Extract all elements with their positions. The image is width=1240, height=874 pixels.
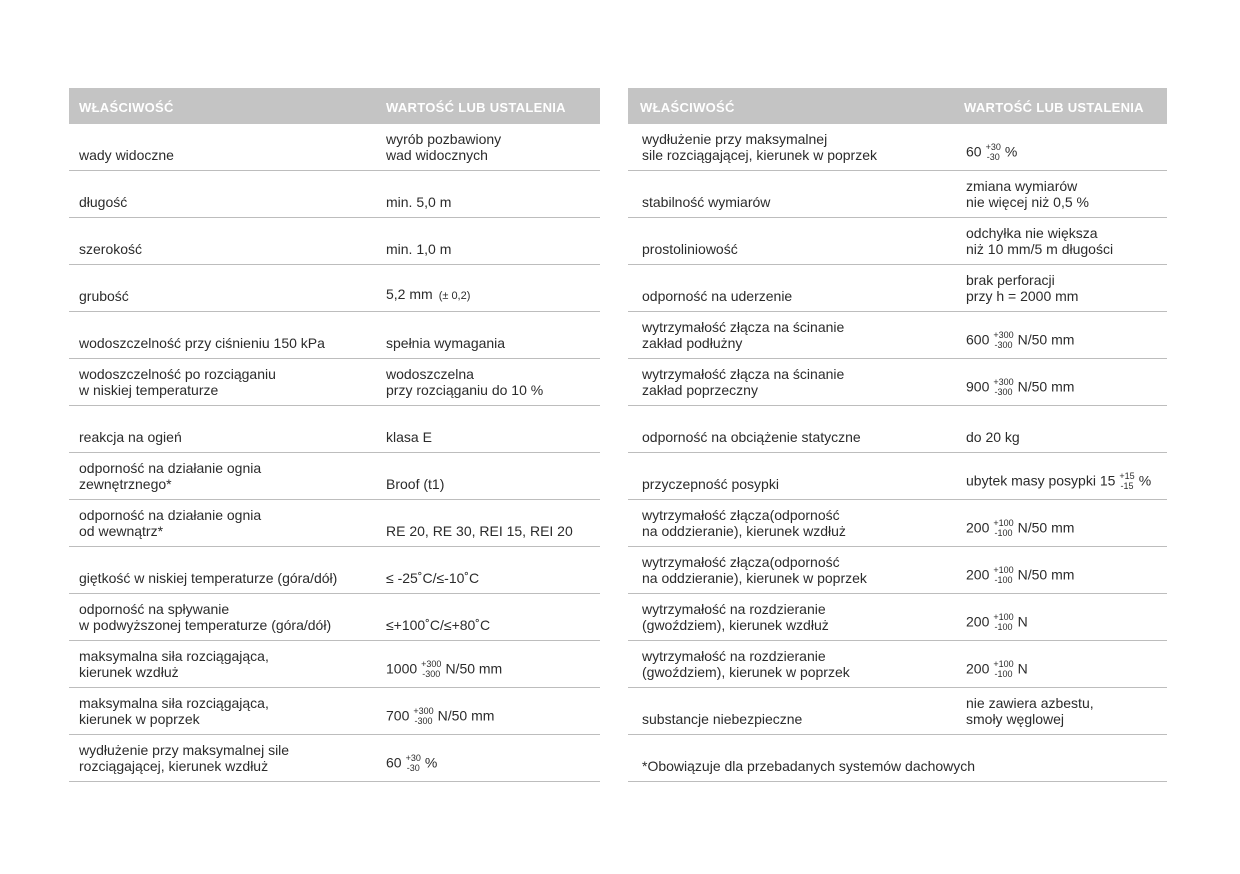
value-cell (966, 660, 1028, 680)
value-text: Broof (t1) (386, 476, 445, 492)
value-cell (386, 476, 444, 492)
property-line: wytrzymałość złącza(odporność (642, 554, 840, 570)
value-text: klasa E (386, 429, 432, 445)
value-line (386, 241, 451, 257)
property-cell (642, 194, 770, 210)
value-cell (386, 754, 437, 774)
value-cell (386, 131, 501, 163)
value-cell (966, 378, 1074, 398)
table-row (69, 359, 600, 406)
value-line (386, 147, 501, 163)
value-cell (966, 519, 1074, 539)
property-line: wydłużenie przy maksymalnej sile (79, 742, 290, 758)
table-row (628, 500, 1167, 547)
tolerance (406, 753, 421, 773)
value-text: 60 (966, 143, 982, 160)
value-text: przy h = 2000 mm (966, 288, 1079, 304)
footnote: *Obowiązuje dla przebadanych systemów dachowych (642, 758, 976, 774)
property-line: wodoszczelność przy ciśnieniu 150 kPa (79, 335, 325, 351)
right-properties-table (628, 88, 1167, 782)
property-line: na oddzieranie), kierunek wzdłuż (642, 523, 846, 539)
value-line (966, 331, 1074, 351)
property-cell (79, 601, 331, 633)
value-line (966, 429, 1020, 445)
table-row (69, 641, 600, 688)
property-cell (79, 429, 182, 445)
header-property: WŁAŚCIWOŚĆ (79, 100, 174, 115)
left-properties-table (69, 88, 600, 782)
header-value: WARTOŚĆ LUB USTALENIA (964, 100, 1144, 115)
property-cell (642, 429, 861, 445)
value-line (966, 660, 1028, 680)
table-row (69, 735, 600, 782)
property-cell (642, 601, 829, 633)
property-line: kierunek w poprzek (79, 711, 200, 727)
value-line (386, 286, 470, 304)
property-line: stabilność wymiarów (642, 194, 771, 210)
value-line (386, 382, 543, 398)
property-line: wydłużenie przy maksymalnej (642, 131, 828, 147)
tolerance-plus: +100 (993, 659, 1014, 669)
tolerance-minus: -300 (414, 716, 433, 726)
property-cell (79, 335, 325, 351)
tolerance-plus: +100 (993, 565, 1014, 575)
tolerance-plus: +300 (413, 706, 434, 716)
value-line (966, 241, 1113, 257)
value-line (966, 519, 1074, 539)
property-line: od wewnątrz* (79, 523, 164, 539)
value-cell (386, 523, 573, 539)
tolerance-minus: -30 (986, 152, 1000, 162)
table-row (69, 218, 600, 265)
unit: N (1017, 660, 1028, 677)
value-text: przy rozciąganiu do 10 % (386, 382, 544, 398)
table-row (628, 406, 1167, 453)
property-line: zakład podłużny (642, 335, 743, 351)
value-text: wyrób pozbawiony (386, 131, 502, 147)
property-line: reakcja na ogień (79, 429, 182, 445)
property-line: (gwoździem), kierunek wzdłuż (642, 617, 829, 633)
property-line: wytrzymałość złącza na ścinanie (642, 319, 845, 335)
unit: % (424, 754, 438, 771)
property-cell (79, 241, 142, 257)
value-line (386, 570, 479, 586)
value-text: 200 (966, 519, 990, 536)
table-row (628, 265, 1167, 312)
unit: % (1004, 143, 1018, 160)
value-text: 200 (966, 613, 990, 630)
property-line: w podwyższonej temperaturze (góra/dół) (79, 617, 332, 633)
value-cell (386, 660, 502, 680)
value-cell (966, 143, 1017, 163)
table-row (69, 171, 600, 218)
property-line: kierunek wzdłuż (79, 664, 179, 680)
property-line: wytrzymałość złącza na ścinanie (642, 366, 845, 382)
value-cell (386, 707, 494, 727)
value-line (386, 660, 502, 680)
value-line (386, 131, 501, 147)
unit: % (1138, 472, 1152, 489)
value-line (386, 194, 451, 210)
table-row (628, 218, 1167, 265)
property-cell (79, 648, 269, 680)
value-text: nie więcej niż 0,5 % (966, 194, 1089, 210)
tolerance-plus: +30 (985, 142, 1001, 152)
value-text: nie zawiera azbestu, (966, 695, 1094, 711)
property-cell (642, 366, 844, 398)
tolerance (986, 142, 1001, 162)
value-cell (386, 570, 479, 586)
value-line (966, 143, 1017, 163)
property-line: wytrzymałość na rozdzieranie (642, 648, 826, 664)
property-cell (642, 711, 802, 727)
table-row (69, 453, 600, 500)
table-row (69, 124, 600, 171)
unit: N (1017, 613, 1028, 630)
unit: N/50 mm (1017, 331, 1075, 348)
property-line: sile rozciągającej, kierunek w poprzek (642, 147, 877, 163)
property-cell (79, 460, 261, 492)
tolerance-minus: -300 (994, 340, 1013, 350)
tolerance-minus: -300 (422, 669, 441, 679)
property-cell (79, 695, 269, 727)
tolerance-minus: -30 (406, 763, 420, 773)
unit: N/50 mm (1017, 566, 1075, 583)
value-text: brak perforacji (966, 272, 1055, 288)
tolerance-minus: -15 (1120, 481, 1134, 491)
value-text: smoły węglowej (966, 711, 1065, 727)
table-row (69, 594, 600, 641)
value-cell (966, 429, 1020, 445)
value-cell (386, 335, 505, 351)
value-text: 60 (386, 754, 402, 771)
table-row (628, 594, 1167, 641)
property-line: długość (79, 194, 128, 210)
value-cell (386, 194, 451, 210)
property-cell (79, 507, 261, 539)
tolerance (993, 659, 1013, 679)
table-row (628, 359, 1167, 406)
table-header (628, 88, 1167, 124)
property-cell (79, 194, 127, 210)
table-row (628, 124, 1167, 171)
value-cell (966, 613, 1028, 633)
table-row (628, 171, 1167, 218)
table-row (69, 500, 600, 547)
value-line (966, 695, 1094, 711)
property-cell (79, 570, 337, 586)
property-line: giętkość w niskiej temperaturze (góra/dół) (79, 570, 338, 586)
table-header (69, 88, 600, 124)
property-line: maksymalna siła rozciągająca, (79, 695, 269, 711)
tolerance-plus: +30 (405, 753, 421, 763)
value-line (966, 378, 1074, 398)
unit: N/50 mm (1017, 519, 1075, 536)
table-row (69, 688, 600, 735)
tolerance (993, 565, 1013, 585)
property-cell (79, 147, 174, 163)
tolerance (993, 377, 1013, 397)
table-row (69, 547, 600, 594)
tolerance-plus: +300 (993, 377, 1014, 387)
value-cell (966, 695, 1094, 727)
value-cell (966, 472, 1151, 492)
property-line: odporność na uderzenie (642, 288, 793, 304)
value-text: odchyłka nie większa (966, 225, 1098, 241)
tolerance-note: (± 0,2) (438, 290, 471, 302)
property-cell (642, 554, 867, 586)
tolerance (993, 612, 1013, 632)
property-line: rozciągającej, kierunek wzdłuż (79, 758, 269, 774)
property-cell (642, 648, 850, 680)
value-line (386, 754, 437, 774)
value-cell (966, 272, 1078, 304)
value-line (966, 613, 1028, 633)
property-line: na oddzieranie), kierunek w poprzek (642, 570, 867, 586)
value-text: ubytek masy posypki 15 (966, 472, 1116, 489)
footnote-row (628, 735, 1167, 782)
property-cell (79, 288, 129, 304)
table-row (628, 641, 1167, 688)
property-line: w niskiej temperaturze (79, 382, 219, 398)
property-line: wytrzymałość na rozdzieranie (642, 601, 826, 617)
tolerance-plus: +100 (993, 518, 1014, 528)
value-text: 1000 (386, 660, 418, 677)
table-row (69, 265, 600, 312)
property-line: wytrzymałość złącza(odporność (642, 507, 840, 523)
header-property: WŁAŚCIWOŚĆ (640, 100, 735, 115)
value-text: 700 (386, 707, 410, 724)
value-cell (386, 241, 451, 257)
tolerance-plus: +15 (1119, 471, 1135, 481)
table-row (69, 406, 600, 453)
tolerance (421, 659, 441, 679)
property-line: prostoliniowość (642, 241, 738, 257)
tolerance-minus: -100 (994, 575, 1013, 585)
tolerance-minus: -100 (994, 622, 1013, 632)
property-line: przyczepność posypki (642, 476, 779, 492)
value-text: 5,2 mm (386, 286, 433, 302)
value-cell (386, 366, 543, 398)
tolerance-plus: +300 (421, 659, 442, 669)
property-cell (642, 241, 738, 257)
value-line (386, 617, 490, 633)
property-line: odporność na obciążenie statyczne (642, 429, 861, 445)
value-line (386, 335, 505, 351)
value-line (966, 711, 1094, 727)
value-line (966, 566, 1074, 586)
value-cell (386, 286, 470, 304)
value-cell (966, 331, 1074, 351)
property-line: odporność na działanie ognia (79, 460, 262, 476)
value-line (966, 272, 1078, 288)
value-text: wodoszczelna (386, 366, 474, 382)
tolerance (993, 518, 1013, 538)
unit: N/50 mm (1017, 378, 1075, 395)
value-cell (966, 178, 1089, 210)
value-text: RE 20, RE 30, REI 15, REI 20 (386, 523, 573, 539)
value-line (966, 288, 1078, 304)
value-text: min. 5,0 m (386, 194, 452, 210)
value-cell (386, 617, 490, 633)
value-text: niż 10 mm/5 m długości (966, 241, 1114, 257)
value-text: 600 (966, 331, 990, 348)
property-cell (79, 742, 289, 774)
value-line (966, 194, 1089, 210)
value-text: 900 (966, 378, 990, 395)
property-line: wodoszczelność po rozciąganiu (79, 366, 276, 382)
value-text: zmiana wymiarów (966, 178, 1078, 194)
property-cell (642, 131, 877, 163)
property-line: zakład poprzeczny (642, 382, 758, 398)
tolerance-plus: +100 (993, 612, 1014, 622)
table-row (628, 547, 1167, 594)
property-line: (gwoździem), kierunek w poprzek (642, 664, 850, 680)
value-cell (386, 429, 432, 445)
property-cell (642, 288, 792, 304)
property-line: grubość (79, 288, 129, 304)
value-line (386, 366, 543, 382)
value-line (386, 476, 444, 492)
property-line: odporność na spływanie (79, 601, 230, 617)
value-line (966, 225, 1113, 241)
value-cell (966, 225, 1113, 257)
value-line (386, 523, 573, 539)
unit: N/50 mm (445, 660, 503, 677)
table-row (628, 688, 1167, 735)
tolerance (413, 706, 433, 726)
value-text: min. 1,0 m (386, 241, 452, 257)
value-text: spełnia wymagania (386, 335, 506, 351)
value-line (386, 707, 494, 727)
value-text: 200 (966, 660, 990, 677)
header-value: WARTOŚĆ LUB USTALENIA (386, 100, 566, 115)
property-line: substancje niebezpieczne (642, 711, 803, 727)
value-line (386, 429, 432, 445)
value-line (966, 178, 1089, 194)
property-cell (642, 319, 844, 351)
property-line: zewnętrznego* (79, 476, 172, 492)
tolerance-plus: +300 (993, 330, 1014, 340)
property-line: wady widoczne (79, 147, 174, 163)
property-cell (79, 366, 276, 398)
property-cell (642, 476, 779, 492)
tolerance (993, 330, 1013, 350)
tolerance-minus: -100 (994, 528, 1013, 538)
table-row (628, 312, 1167, 359)
table-row (69, 312, 600, 359)
property-line: szerokość (79, 241, 143, 257)
value-cell (966, 566, 1074, 586)
table-row (628, 453, 1167, 500)
value-line (966, 472, 1151, 492)
value-text: do 20 kg (966, 429, 1020, 445)
property-line: odporność na działanie ognia (79, 507, 262, 523)
value-text: ≤ -25˚C/≤-10˚C (386, 570, 480, 586)
value-text: 200 (966, 566, 990, 583)
tolerance-minus: -300 (994, 387, 1013, 397)
tolerance (1119, 471, 1134, 491)
property-line: maksymalna siła rozciągająca, (79, 648, 269, 664)
value-text: ≤+100˚C/≤+80˚C (386, 617, 491, 633)
property-cell (642, 507, 846, 539)
value-text: wad widocznych (386, 147, 488, 163)
unit: N/50 mm (437, 707, 495, 724)
tolerance-minus: -100 (994, 669, 1013, 679)
